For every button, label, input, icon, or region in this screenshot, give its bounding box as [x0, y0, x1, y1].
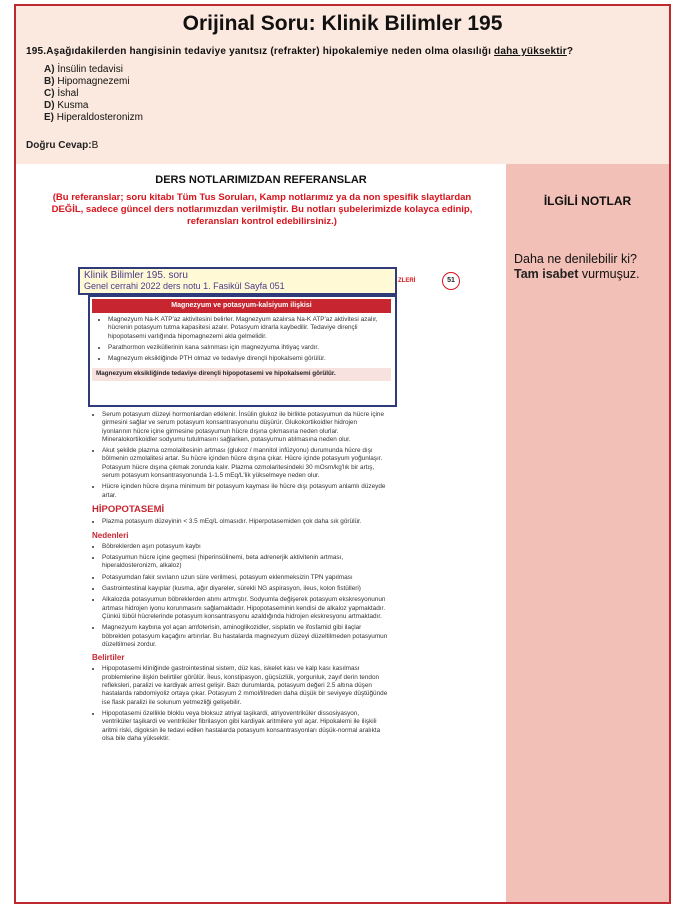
correct-answer: Doğru Cevap:B	[26, 140, 99, 151]
question-suffix: ?	[566, 46, 574, 57]
notes-heading: İLGİLİ NOTLAR	[543, 194, 632, 208]
cause-item: • Magnezyum kaybına yol açan amfoterisin, aminoglikozidler, sisplatin ve ifosfamid gibi ilaçlar böbrekten potasyum kaçağını artırırlar. Bu hastalarda magnezyum düzeyi düzeltilmeden potasyumun düzeltilmesi zordur.	[102, 624, 388, 649]
hypokalemia-item: • Plazma potasyum düzeyinin < 3.5 mEq/L olmasıdır. Hiperpotasemiden çok daha sık görülür.	[102, 518, 388, 526]
symptom-item: • Hipopotasemi özellikle bloklu veya bloksuz atriyal taşikardi, atriyoventriküler dissosiyasyon, ventriküler taşikardi ve ventriküler fibrilasyon gibi kardiyak aritmilere yol açar. Hipokalemi ile ilişkili aritmi riski, digoksin ile tedavi edilen hastalarda potasyum konsantrasyonları düşük-normal aralıkta olsa bile daha yüksektir.	[102, 710, 388, 743]
body-item: • Akut şekilde plazma ozmolalitesinin artması (glukoz / mannitol infüzyonu) durumunda hücre dışı bölmenin ozmolalitesi artar. Su hücre içinden hücre dışına çıkar. Hücre içinde potasyum yoğunlaşır. Potasyum hücre dışına çıkmak zorunda kalır. Plazma ozmolaritesindeki 30 mOsm/kg'lık bir artış, serum potasyum konsantrasyonunda 1-1.5 mEq/L'lik yükselmeye neden olur.	[102, 447, 388, 480]
references-heading: DERS NOTLARIMIZDAN REFERANSLAR	[155, 174, 367, 186]
cause-item: • Potasyumdan fakir sıvıların uzun süre verilmesi, potasyum eklenmeksizin TPN yapılması	[102, 574, 388, 582]
outer-frame	[14, 4, 671, 904]
option-a: A) İnsülin tedavisi	[44, 64, 123, 75]
magnesium-item: • Parathormon veziküllerinin kana salınması için magnezyuma ihtiyaç vardır.	[108, 344, 385, 352]
question-prefix: 195.Aşağıdakilerden hangisinin tedaviye yanıtsız (refrakter) hipokalemiye neden olma olasılığı	[26, 46, 495, 57]
cause-item: • Potasyumun hücre içine geçmesi (hiperinsülinemi, beta adrenerjik aktivitenin artması, hiperaldosteronizm, alkaloz)	[102, 554, 388, 571]
cause-item: • Alkalozda potasyumun böbreklerden atımı artmıştır. Sodyumla değişerek potasyum ekskresyonunun artması hidrojen iyonu korunmasını sağlamaktadır. Hipopotaseminin kendisi de alkaloz yapmaktadır. Çünkü tübül hücrelerinde potasyum konsantrasyonu azaldığında hidrojen ekskresyonu artmaktadır.	[102, 596, 388, 621]
magnesium-box-title: Magnezyum ve potasyum-kalsiyum ilişkisi	[92, 299, 391, 313]
symptoms-heading: Belirtiler	[92, 653, 125, 663]
option-e: E) Hiperaldosteronizm	[44, 112, 143, 123]
cause-item: • Gastrointestinal kayıplar (kusma, ağır diyareler, sürekli NG aspirasyon, ileus, kolon fistülleri)	[102, 585, 388, 593]
symptom-item: • Hipopotasemi kliniğinde gastrointestinal sistem, düz kas, iskelet kası ve kalp kası kasılması problemlerine ilişkin belirtiler görülür. İleus, konstipasyon, güçsüzlük, yorgunluk, zayıf derin tendon refleksleri, paralizi ve kardiyak arrest gelişir. Bazı durumlarda, potasyum değeri 2.5 altına düşen hastalarda rabdomiyoliz ortaya çıkar. Potasyum 2 mmol/litreden daha düşük bir seviyeye düştüğünde ise flask paralizi ile solunum yetmezliği gelişebilir.	[102, 665, 388, 706]
body-item: • Serum potasyum düzeyi hormonlardan etkilenir. İnsülin glukoz ile birlikte potasyumun da hücre içine girmesini sağlar ve serum potasyum konsantrasyonunu düşürür. Glukokortikoidler hidrojen iyonlarının hücre içine girmesine potasyumun hücre dışına çıkmasına neden olurlar. Mineralokortikoidler sodyumu tutulmasını sağlarken, potasyumun atılmasına neden olur.	[102, 411, 388, 444]
references-note: (Bu referanslar; soru kitabı Tüm Tus Soruları, Kamp notlarımız ya da non spesifik slaytlardan DEĞİL, sadece güncel ders notlarımızdan verilmiştir. Bu notları şubelerimizde kolayca edinip, referansları kontrol edebilirsiniz.)	[51, 192, 473, 227]
option-b: B) Hipomagnezemi	[44, 76, 130, 87]
magnesium-item: • Magnezyum eksikliğinde PTH olmaz ve tedaviye dirençli hipokalsemi görülür.	[108, 355, 385, 363]
page-tag: ZLERİ	[398, 278, 416, 284]
hypokalemia-heading: HİPOPOTASEMİ	[92, 503, 165, 515]
question-emphasis: daha yüksektir	[494, 46, 567, 57]
page-number: 51	[442, 272, 460, 290]
cause-item: • Böbreklerden aşırı potasyum kaybı	[102, 543, 388, 551]
notes-text: Daha ne denilebilir ki? Tam isabet vurmuşuz.	[514, 252, 640, 281]
source-box: Klinik Bilimler 195. soru Genel cerrahi 2022 ders notu 1. Fasikül Sayfa 051	[78, 267, 397, 295]
option-c: C) İshal	[44, 88, 79, 99]
magnesium-box-footer: Magnezyum eksikliğinde tedaviye dirençli hipopotasemi ve hipokalsemi görülür.	[92, 368, 391, 380]
causes-heading: Nedenleri	[92, 530, 129, 540]
body-item: • Hücre içinden hücre dışına minimum bir potasyum kayması ile hücre dışı potasyum anlamlı düzeyde artar.	[102, 483, 388, 500]
magnesium-item: • Magnezyum Na-K ATP'az aktivitesini belirler. Magnezyum azalırsa Na-K ATP'az aktivitesi azalır, hücrenin potasyum tutma kapasitesi azalır. Potasyum idrarla kaybedilir. Tedaviye dirençli hipopotasemi varlığında hipomagnezemi akla gelmelidir.	[108, 316, 385, 341]
page-title: Orijinal Soru: Klinik Bilimler 195	[182, 12, 503, 35]
option-d: D) Kusma	[44, 100, 89, 111]
